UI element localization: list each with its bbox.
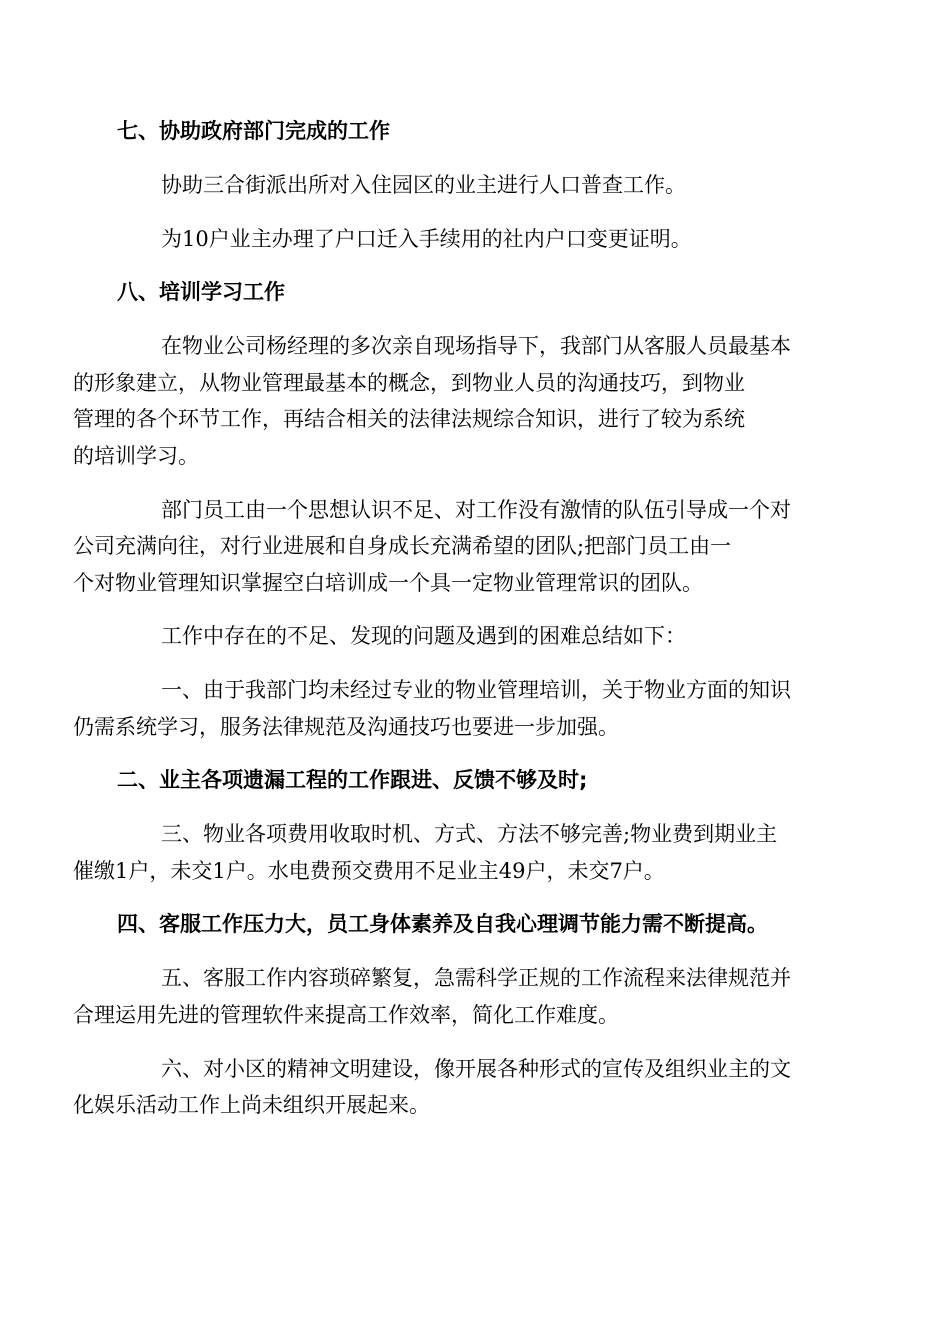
paragraph-issues-intro: 工作中存在的不足、发现的问题及遇到的困难总结如下： — [161, 624, 686, 649]
paragraph-line: 三、物业各项费用收取时机、方式、方法不够完善;物业费到期业主 — [161, 822, 778, 847]
paragraph-training — [73, 328, 833, 474]
paragraph-line: 个对物业管理知识掌握空白培训成一个具一定物业管理常识的团队。 — [73, 570, 703, 595]
paragraph-line: 在物业公司杨经理的多次亲自现场指导下，我部门从客服人员最基本 — [161, 334, 791, 359]
paragraph-line: 六、对小区的精神文明建设，像开展各种形式的宣传及组织业主的文 — [161, 1056, 791, 1081]
paragraph-line: 管理的各个环节工作，再结合相关的法律法规综合知识，进行了较为系统 — [73, 407, 745, 432]
paragraph-line: 一、由于我部门均未经过专业的物业管理培训，关于物业方面的知识 — [161, 677, 791, 702]
paragraph-household-certificates: 为10户业主办理了户口迁入手续用的社内户口变更证明。 — [161, 226, 692, 251]
section-heading-7: 七、协助政府部门完成的工作 — [117, 119, 390, 143]
paragraph-line: 仍需系统学习，服务法律规范及沟通技巧也要进一步加强。 — [73, 714, 619, 739]
paragraph-line: 的形象建立，从物业管理最基本的概念，到物业人员的沟通技巧，到物业 — [73, 370, 745, 395]
paragraph-line: 化娱乐活动工作上尚未组织开展起来。 — [73, 1093, 430, 1118]
paragraph-team — [73, 492, 833, 602]
paragraph-issue-3 — [73, 816, 833, 889]
issue-2-heading: 二、业主各项遗漏工程的工作跟进、反馈不够及时; — [117, 768, 588, 793]
paragraph-census: 协助三合街派出所对入住园区的业主进行人口普查工作。 — [161, 173, 686, 197]
paragraph-issue-6 — [73, 1051, 833, 1124]
paragraph-issue-1 — [73, 672, 833, 745]
paragraph-line: 催缴1户，未交1户。水电费预交费用不足业主49户，未交7户。 — [73, 858, 665, 883]
paragraph-line: 公司充满向往，对行业进展和自身成长充满希望的团队;把部门员工由一 — [73, 534, 732, 559]
paragraph-line: 部门员工由一个思想认识不足、对工作没有激情的队伍引导成一个对 — [161, 497, 791, 522]
paragraph-line: 五、客服工作内容琐碎繁复，急需科学正规的工作流程来法律规范并 — [161, 966, 791, 991]
section-heading-8: 八、培训学习工作 — [117, 280, 285, 305]
document-page — [73, 113, 833, 1141]
paragraph-line: 的培训学习。 — [73, 443, 199, 468]
paragraph-line: 合理运用先进的管理软件来提高工作效率，简化工作难度。 — [73, 1002, 619, 1027]
issue-4-heading: 四、客服工作压力大，员工身体素养及自我心理调节能力需不断提高。 — [117, 912, 768, 937]
paragraph-issue-5 — [73, 960, 833, 1033]
